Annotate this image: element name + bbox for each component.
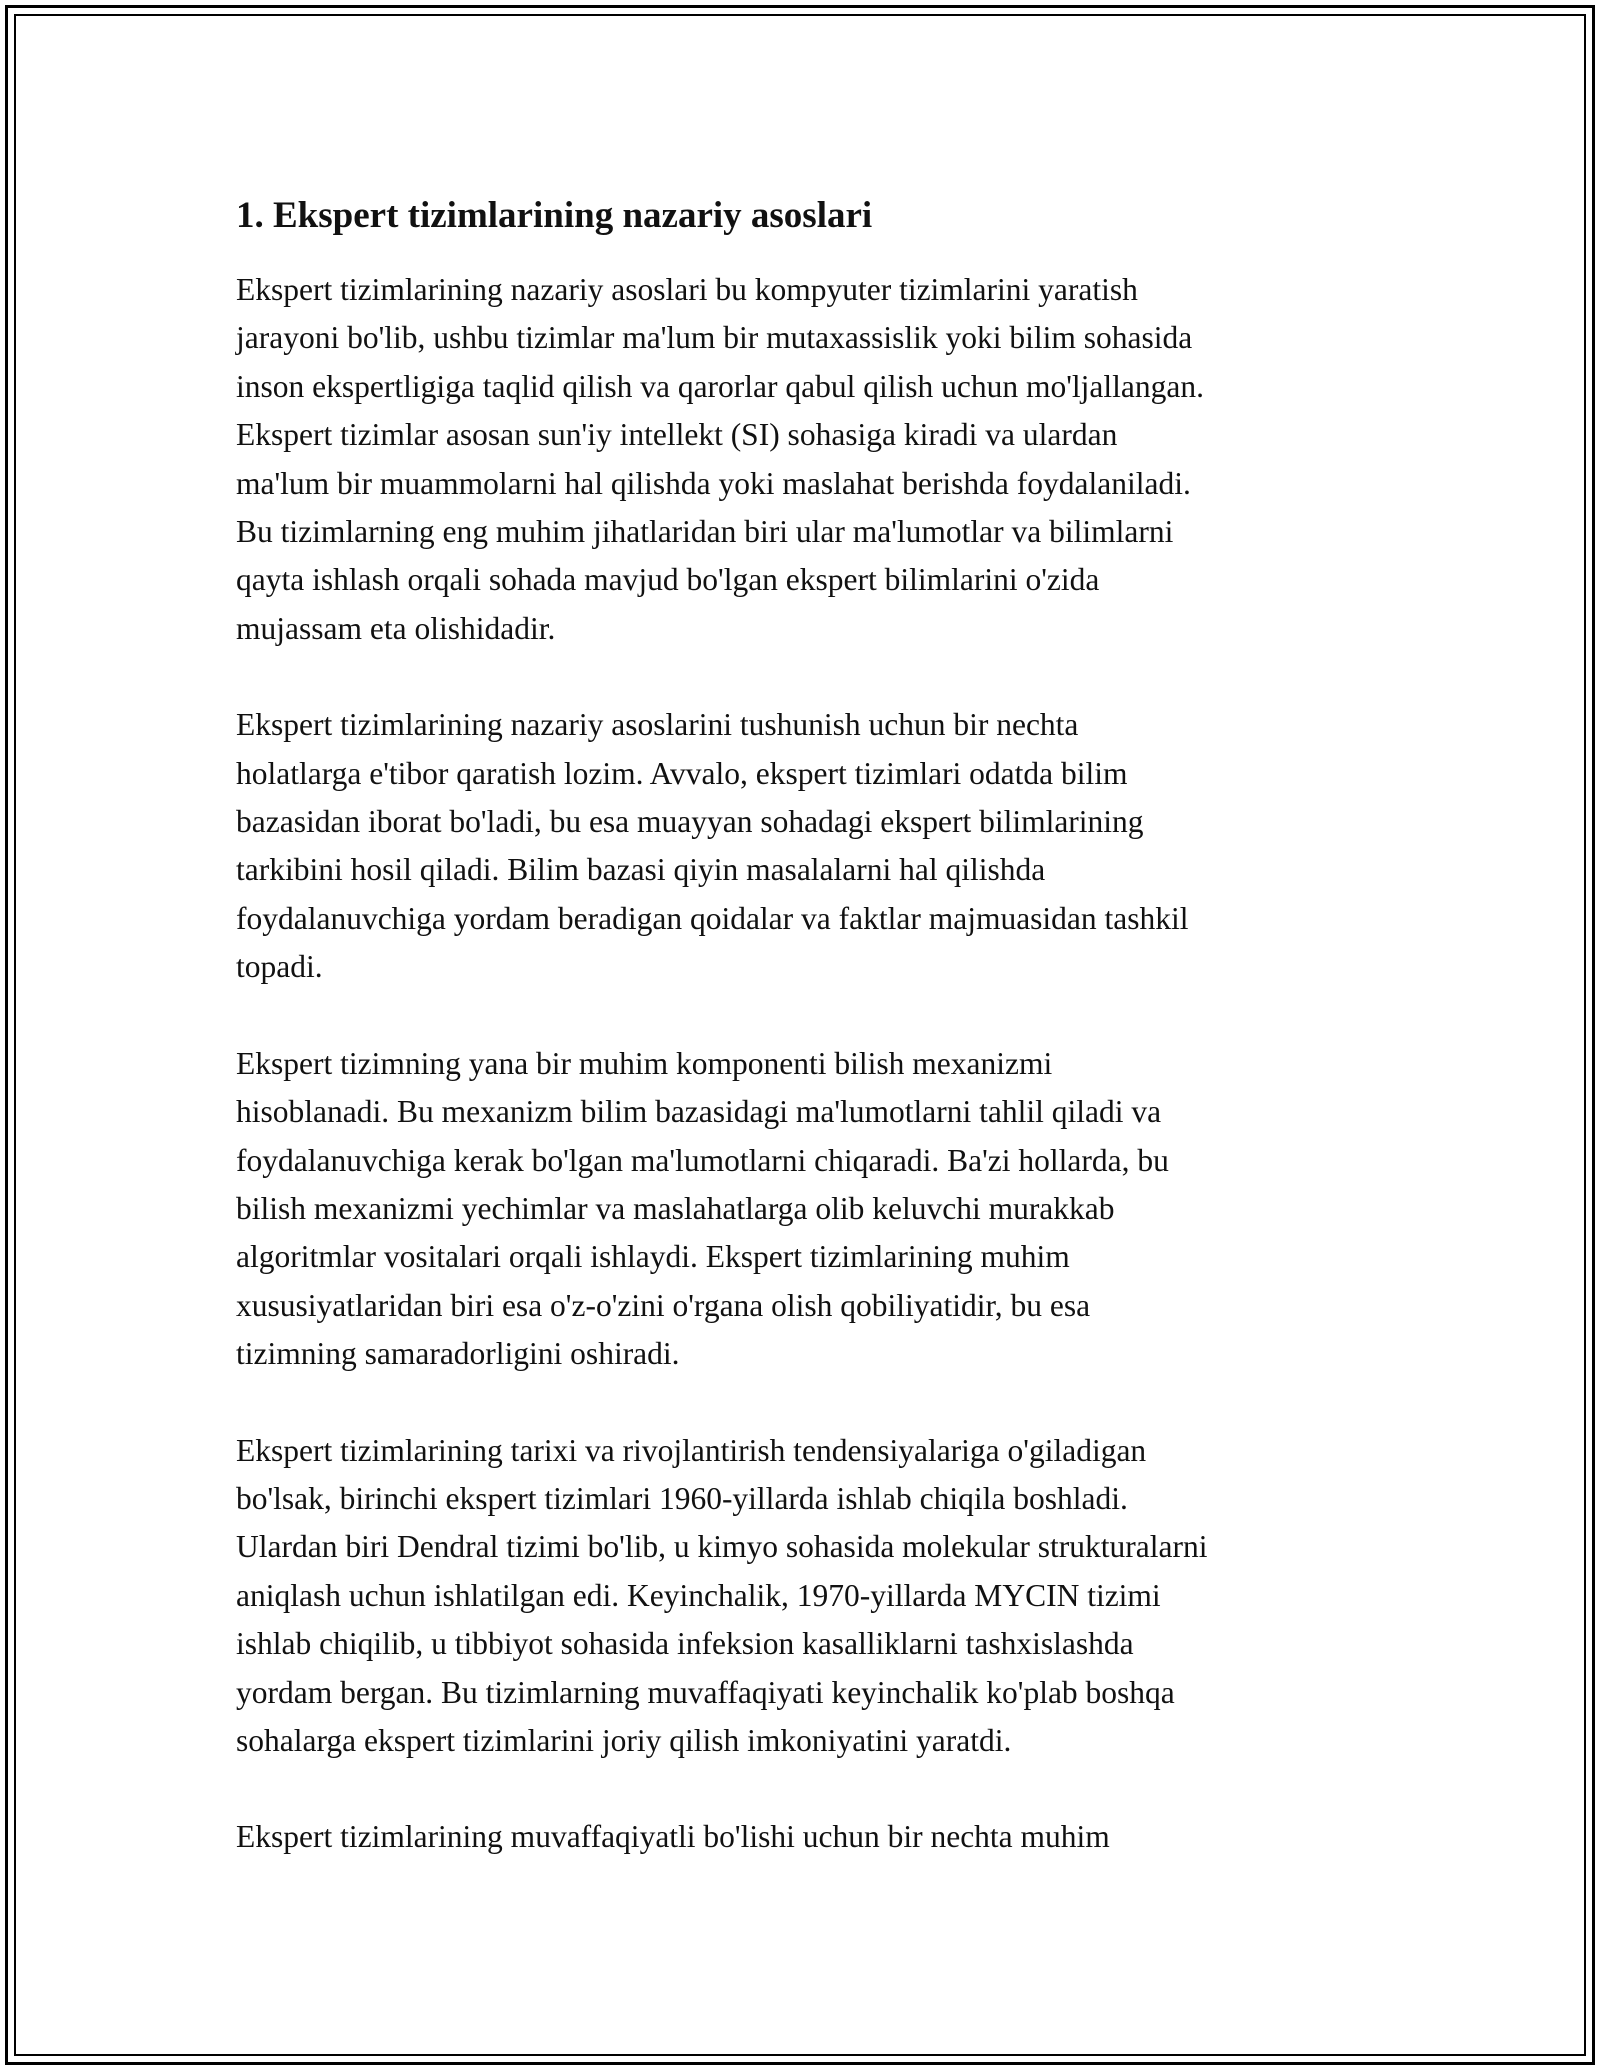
section-heading: 1. Ekspert tizimlarining nazariy asoslari (236, 195, 873, 236)
text-line: bo'lsak, birinchi ekspert tizimlari 1960-yillarda ishlab chiqila boshladi. (236, 1480, 1128, 1516)
text-line: foydalanuvchiga kerak bo'lgan ma'lumotlarni chiqaradi. Ba'zi hollarda, bu (236, 1142, 1169, 1178)
text-line: jarayoni bo'lib, ushbu tizimlar ma'lum bir mutaxassislik yoki bilim sohasida (236, 320, 1193, 356)
text-line: Bu tizimlarning eng muhim jihatlaridan biri ular ma'lumotlar va bilimlarni (236, 514, 1174, 550)
text-line: foydalanuvchiga yordam beradigan qoidalar va faktlar majmuasidan tashkil (236, 900, 1189, 936)
text-line: tarkibini hosil qiladi. Bilim bazasi qiyin masalalarni hal qilishda (236, 852, 1046, 888)
paragraph-3 (236, 1040, 1376, 1379)
paragraph-1 (236, 266, 1376, 653)
text-line: Ekspert tizimlarining muvaffaqiyatli bo'lishi uchun bir nechta muhim (236, 1819, 1110, 1855)
text-line: sohalarga ekspert tizimlarini joriy qilish imkoniyatini yaratdi. (236, 1722, 1012, 1758)
paragraph-2 (236, 701, 1376, 991)
text-line: xususiyatlaridan biri esa o'z-o'zini o'rgana olish qobiliyatidir, bu esa (236, 1287, 1091, 1323)
paragraph-5 (236, 1813, 1376, 1861)
text-line: tizimning samaradorligini oshiradi. (236, 1336, 680, 1372)
text-line: ishlab chiqilib, u tibbiyot sohasida infeksion kasalliklarni tashxislashda (236, 1626, 1134, 1662)
text-line: hisoblanadi. Bu mexanizm bilim bazasidagi ma'lumotlarni tahlil qiladi va (236, 1094, 1162, 1130)
text-line: mujassam eta olishidadir. (236, 610, 556, 646)
text-line: algoritmlar vositalari orqali ishlaydi. Ekspert tizimlarining muhim (236, 1239, 1070, 1275)
paragraph-4 (236, 1427, 1376, 1766)
text-line: Ekspert tizimlar asosan sun'iy intellekt (SI) sohasiga kiradi va ulardan (236, 417, 1118, 453)
document-body (236, 190, 1376, 1910)
text-line: Ulardan biri Dendral tizimi bo'lib, u kimyo sohasida molekular strukturalarni (236, 1529, 1208, 1565)
text-line: inson ekspertligiga taqlid qilish va qarorlar qabul qilish uchun mo'ljallangan. (236, 368, 1204, 404)
text-line: qayta ishlash orqali sohada mavjud bo'lgan ekspert bilimlarini o'zida (236, 562, 1100, 598)
text-line: ma'lum bir muammolarni hal qilishda yoki maslahat berishda foydalaniladi. (236, 465, 1191, 501)
text-line: yordam bergan. Bu tizimlarning muvaffaqiyati keyinchalik ko'plab boshqa (236, 1674, 1175, 1710)
text-line: bazasidan iborat bo'ladi, bu esa muayyan sohadagi ekspert bilimlarining (236, 804, 1144, 840)
text-line: Ekspert tizimlarining tarixi va rivojlantirish tendensiyalariga o'giladigan (236, 1432, 1147, 1468)
text-line: Ekspert tizimlarining nazariy asoslari bu kompyuter tizimlarini yaratish (236, 272, 1138, 307)
text-line: bilish mexanizmi yechimlar va maslahatlarga olib keluvchi murakkab (236, 1190, 1115, 1226)
text-line: Ekspert tizimning yana bir muhim komponenti bilish mexanizmi (236, 1045, 1053, 1081)
text-line: Ekspert tizimlarining nazariy asoslarini tushunish uchun bir nechta (236, 707, 1079, 743)
text-line: holatlarga e'tibor qaratish lozim. Avvalo, ekspert tizimlari odatda bilim (236, 755, 1128, 791)
text-line: topadi. (236, 949, 323, 985)
text-line: aniqlash uchun ishlatilgan edi. Keyinchalik, 1970-yillarda MYCIN tizimi (236, 1577, 1161, 1613)
